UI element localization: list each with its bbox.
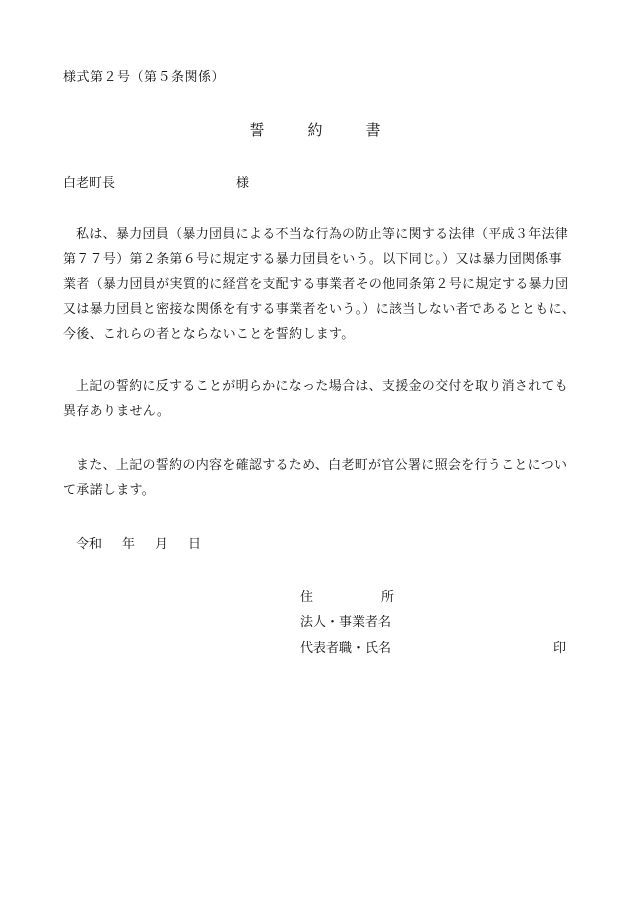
- address-label-2: 所: [381, 590, 395, 605]
- consent-paragraph: [63, 453, 571, 503]
- paragraph-line: 上記の誓約に反することが明らかになった場合は、支援金の交付を取り消されても: [76, 379, 569, 394]
- seal-mark: 印: [553, 641, 567, 656]
- date-year: 年: [122, 537, 136, 552]
- paragraph-line: 異存ありません。: [63, 404, 171, 419]
- paragraph-line: 業者（暴力団員が実質的に経営を支配する事業者その他同条第２号に規定する暴力団: [63, 277, 569, 292]
- representative-label: 代表者職・氏名: [300, 641, 392, 656]
- document-title: 誓 約 書: [249, 121, 395, 139]
- paragraph-line: 又は暴力団員と密接な関係を有する事業者をいう。）に該当しない者であるとともに、: [63, 302, 576, 317]
- date-day: 日: [188, 537, 202, 552]
- paragraph-line: 第７７号）第２条第６号に規定する暴力団員をいう。以下同じ。）又は暴力団関係事: [63, 252, 562, 267]
- address-field: [300, 586, 395, 605]
- paragraph-line: また、上記の誓約の内容を確認するため、白老町が官公署に照会を行うことについ: [76, 458, 568, 473]
- pledge-paragraph: [63, 222, 576, 347]
- date-era: 令和: [76, 537, 103, 552]
- revocation-paragraph: [63, 374, 571, 424]
- date-month: 月: [155, 537, 169, 552]
- paragraph-line: て承諾します。: [63, 483, 156, 498]
- date-line: [76, 533, 201, 552]
- addressee: [63, 172, 250, 191]
- representative-field: [300, 637, 391, 656]
- addressee-name: 白老町長: [63, 176, 116, 191]
- paragraph-line: 私は、暴力団員（暴力団員による不当な行為の防止等に関する法律（平成３年法律: [76, 227, 569, 242]
- address-label-1: 住: [300, 590, 314, 605]
- corporation-name-field: [300, 611, 391, 630]
- corporation-name-label: 法人・事業者名: [300, 615, 392, 630]
- form-number: 様式第２号（第５条関係）: [63, 70, 226, 85]
- paragraph-line: 今後、これらの者とならないことを誓約します。: [63, 327, 355, 342]
- addressee-honorific: 様: [236, 176, 250, 191]
